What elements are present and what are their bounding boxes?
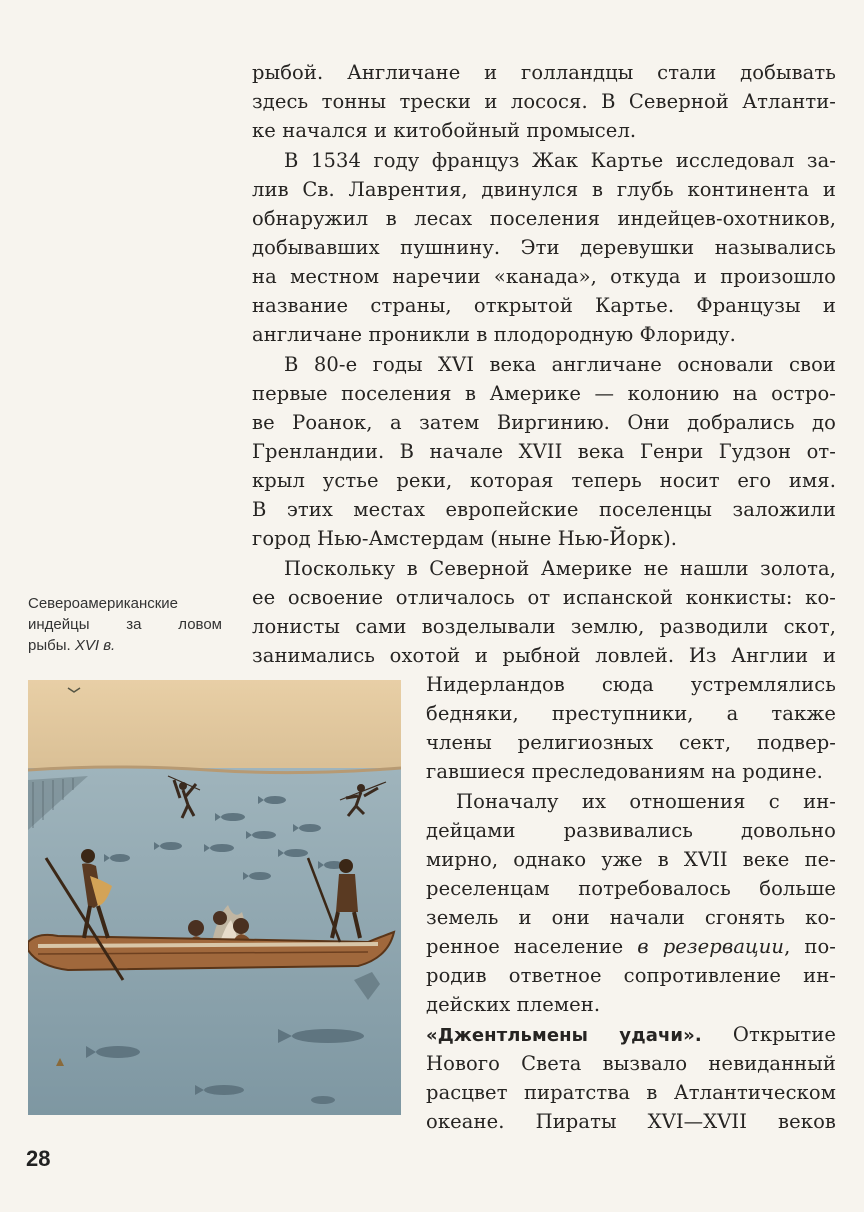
text-line: название страны, открытой Картье. Французы и [252, 294, 836, 317]
text-line: реселенцам потребовалось больше [426, 877, 836, 900]
text-line: дейских племен. [426, 993, 601, 1016]
text-line: ке начался и китобойный промысел. [252, 119, 637, 142]
text-line: В 80-е годы XVI века англичане основали свои [284, 353, 836, 376]
text-line: родив ответное сопротивление ин- [426, 964, 836, 987]
text-line: мирно, однако уже в XVII веке пе- [426, 848, 836, 871]
text-line: Поскольку в Северной Америке не нашли золота, [284, 557, 836, 580]
text-line: океане. Пираты XVI—XVII веков [426, 1110, 836, 1133]
text-line: лив Св. Лаврентия, двинулся в глубь континента и [252, 178, 836, 201]
figure-caption [28, 593, 222, 656]
text-line: члены религиозных сект, подвер- [426, 731, 836, 754]
text-line: В этих местах европейские поселенцы заложили [252, 498, 836, 521]
text-line: Нового Света вызвало невиданный [426, 1052, 836, 1075]
caption-line: Североамериканские [28, 595, 179, 612]
section-heading-line [426, 1022, 836, 1049]
sky [28, 680, 401, 772]
text-line: Гренландии. В начале XVII века Генри Гудзон от- [252, 440, 836, 463]
text-line: Нидерландов сюда устремлялись [426, 673, 836, 696]
text-line: гавшиеся преследованиям на родине. [426, 760, 823, 783]
text-line: дейцами развивались довольно [426, 819, 836, 842]
text-line: крыл устье реки, которая теперь носит его имя. [252, 469, 836, 492]
text-line: расцвет пиратства в Атлантическом [426, 1081, 836, 1104]
text-line: первые поселения в Америке — колонию на остро- [252, 382, 836, 405]
text-line: занимались охотой и рыбной ловлей. Из Англии и [252, 644, 836, 667]
text-line: здесь тонны трески и лосося. В Северной Атланти- [252, 90, 836, 113]
fishing-illustration [28, 680, 401, 1115]
text-fragment: Открытие [701, 1023, 837, 1046]
text-line: добывавших пушнину. Эти деревушки назывались [252, 236, 836, 259]
text-line: В 1534 году француз Жак Картье исследовал за- [284, 149, 836, 172]
caption-fragment: рыбы. [28, 637, 75, 654]
text-line: рыбой. Англичане и голландцы стали добывать [252, 61, 836, 84]
text-line: ее освоение отличалось от испанской конкисты: ко- [252, 586, 836, 609]
text-line: земель и они начали сгонять ко- [426, 906, 836, 929]
text-line: обнаружил в лесах поселения индейцев-охотников, [252, 207, 836, 230]
text-line-with-term [426, 934, 836, 960]
text-fragment: , по- [784, 935, 836, 958]
text-fragment: ренное население [426, 935, 638, 958]
caption-line-last [28, 635, 222, 656]
caption-date: XVI в. [74, 637, 116, 654]
text-line: город Нью-Амстердам (ныне Нью-Йорк). [252, 527, 678, 550]
caption-line: индейцы за ловом [28, 616, 222, 633]
page-number: 28 [26, 1146, 51, 1171]
section-heading: «Джентльмены удачи». [426, 1025, 702, 1046]
text-line: англичане проникли в плодородную Флориду. [252, 323, 736, 346]
text-line: бедняки, преступники, а также [426, 702, 836, 725]
italic-term: в резервации [637, 935, 785, 958]
text-line: на местном наречии «канада», откуда и произошло [252, 265, 836, 288]
text-line: Поначалу их отношения с ин- [456, 790, 836, 813]
text-line: лонисты сами возделывали землю, разводили скот, [252, 615, 836, 638]
text-line: ве Роанок, а затем Виргинию. Они добрались до [252, 411, 836, 434]
